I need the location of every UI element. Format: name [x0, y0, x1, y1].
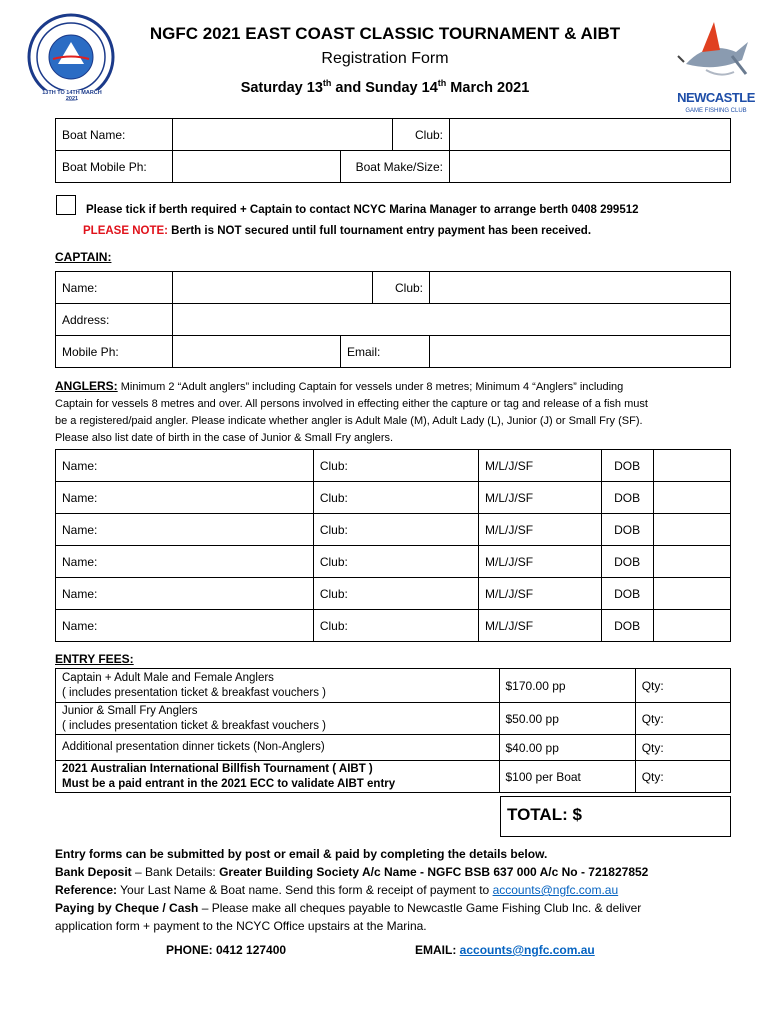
total-table	[500, 796, 731, 837]
ngfc-logo-name: NEWCASTLE	[677, 90, 755, 105]
angler-name-label: Name:	[56, 546, 108, 578]
angler-club-field[interactable]	[365, 450, 479, 482]
berth-text: Please tick if berth required + Captain to contact NCYC Marina Manager to arrange berth 0408 299512	[86, 204, 639, 216]
angler-club-label: Club:	[313, 514, 365, 546]
angler-row	[56, 578, 731, 610]
boat-details-table	[55, 118, 731, 183]
captain-name-field[interactable]	[173, 272, 373, 304]
fee-qty-field[interactable]: Qty:	[635, 703, 730, 735]
boat-mobile-label: Boat Mobile Ph:	[56, 151, 173, 183]
angler-name-field[interactable]	[108, 578, 314, 610]
angler-name-field[interactable]	[108, 450, 314, 482]
boat-name-label: Boat Name:	[56, 119, 173, 151]
event-dates: Saturday 13th and Sunday 14th March 2021	[240, 78, 530, 96]
angler-club-label: Club:	[313, 546, 365, 578]
angler-category-field[interactable]: M/L/J/SF	[479, 482, 602, 514]
angler-name-label: Name:	[56, 610, 108, 642]
angler-category-field[interactable]: M/L/J/SF	[479, 610, 602, 642]
anglers-instructions: ANGLERS: Minimum 2 “Adult anglers” including Captain for vessels under 8 metres; Minimum 4 “Anglers” including Captain for vessels 8 metres and over. All persons involved in effecting either the capture or tag and release of a fish must be a registered/paid angler. Please indicate whether angler is Adult Male (M), Adult Lady (L), Junior (J) or Small Fry (SF). Please also list date of birth in the case of Junior & Small Fry anglers.	[55, 379, 648, 444]
boat-club-label: Club:	[393, 119, 450, 151]
captain-mobile-field[interactable]	[173, 336, 341, 368]
angler-name-field[interactable]	[108, 482, 314, 514]
angler-club-field[interactable]	[365, 578, 479, 610]
angler-name-label: Name:	[56, 578, 108, 610]
captain-email-label: Email:	[341, 336, 430, 368]
angler-name-label: Name:	[56, 482, 108, 514]
angler-category-field[interactable]: M/L/J/SF	[479, 578, 602, 610]
logo-date-text: 13TH TO 14TH MARCH 2021	[42, 90, 102, 102]
angler-category-field[interactable]: M/L/J/SF	[479, 546, 602, 578]
angler-row	[56, 546, 731, 578]
fee-price: $170.00 pp	[499, 669, 635, 703]
captain-mobile-label: Mobile Ph:	[56, 336, 173, 368]
angler-dob-field[interactable]	[653, 546, 730, 578]
contact-email: EMAIL: accounts@ngfc.com.au	[415, 943, 595, 957]
angler-club-label: Club:	[313, 450, 365, 482]
anglers-table	[55, 449, 731, 642]
angler-club-field[interactable]	[365, 514, 479, 546]
angler-dob-label: DOB	[601, 578, 653, 610]
angler-dob-field[interactable]	[653, 482, 730, 514]
angler-dob-field[interactable]	[653, 450, 730, 482]
fees-heading: ENTRY FEES:	[55, 652, 134, 666]
boat-mobile-field[interactable]	[173, 151, 341, 183]
fee-qty-field[interactable]: Qty:	[635, 669, 730, 703]
angler-name-label: Name:	[56, 450, 108, 482]
fee-description: Captain + Adult Male and Female Anglers ( includes presentation ticket & breakfast vouchers )	[56, 669, 500, 703]
ngfc-logo-sub: GAME FISHING CLUB	[685, 108, 747, 114]
angler-club-label: Club:	[313, 610, 365, 642]
fee-row	[56, 735, 731, 761]
captain-heading: CAPTAIN:	[55, 250, 112, 264]
boat-make-label: Boat Make/Size:	[341, 151, 450, 183]
fee-qty-field[interactable]: Qty:	[635, 761, 730, 793]
angler-dob-label: DOB	[601, 610, 653, 642]
angler-category-field[interactable]: M/L/J/SF	[479, 450, 602, 482]
boat-club-field[interactable]	[450, 119, 731, 151]
fee-description: Junior & Small Fry Anglers ( includes presentation ticket & breakfast vouchers )	[56, 703, 500, 735]
angler-club-field[interactable]	[365, 610, 479, 642]
fee-qty-field[interactable]: Qty:	[635, 735, 730, 761]
form-title: NGFC 2021 EAST COAST CLASSIC TOURNAMENT & AIBT	[149, 24, 621, 43]
angler-name-field[interactable]	[108, 546, 314, 578]
fee-description: Additional presentation dinner tickets (Non-Anglers)	[56, 735, 500, 761]
angler-dob-label: DOB	[601, 546, 653, 578]
captain-club-field[interactable]	[430, 272, 731, 304]
fee-price: $40.00 pp	[499, 735, 635, 761]
contact-email-link[interactable]: accounts@ngfc.com.au	[459, 943, 595, 957]
captain-club-label: Club:	[373, 272, 430, 304]
captain-address-label: Address:	[56, 304, 173, 336]
angler-dob-label: DOB	[601, 450, 653, 482]
berth-note: PLEASE NOTE: Berth is NOT secured until full tournament entry payment has been received.	[83, 225, 592, 237]
fees-table	[55, 668, 731, 793]
angler-name-field[interactable]	[108, 514, 314, 546]
fee-row	[56, 703, 731, 735]
boat-name-field[interactable]	[173, 119, 393, 151]
contact-phone: PHONE: 0412 127400	[166, 943, 287, 957]
angler-club-label: Club:	[313, 578, 365, 610]
fee-row	[56, 669, 731, 703]
angler-club-field[interactable]	[365, 482, 479, 514]
fee-price: $100 per Boat	[499, 761, 635, 793]
angler-category-field[interactable]: M/L/J/SF	[479, 514, 602, 546]
fee-price: $50.00 pp	[499, 703, 635, 735]
angler-row	[56, 514, 731, 546]
angler-dob-label: DOB	[601, 482, 653, 514]
payment-info: Entry forms can be submitted by post or email & paid by completing the details below. Bank Deposit – Bank Details: Greater Building Society A/c Name - NGFC BSB 637 000 A/c No - 721827852 Reference: Your Last Name & Boat name. Send this form & receipt of payment to accounts@ngfc.com.au Paying by Cheque / Cash – Please make all cheques payable to Newcastle Game Fishing Club Inc. & deliver application form + payment to the NCYC Office upstairs at the Marina.	[55, 847, 649, 933]
reference-email-link[interactable]: accounts@ngfc.com.au	[492, 883, 619, 897]
angler-name-field[interactable]	[108, 610, 314, 642]
captain-address-field[interactable]	[173, 304, 731, 336]
boat-make-field[interactable]	[450, 151, 731, 183]
angler-name-label: Name:	[56, 514, 108, 546]
angler-dob-label: DOB	[601, 514, 653, 546]
captain-name-label: Name:	[56, 272, 173, 304]
total-label[interactable]: TOTAL: $	[501, 797, 731, 837]
captain-email-field[interactable]	[430, 336, 731, 368]
angler-dob-field[interactable]	[653, 514, 730, 546]
angler-dob-field[interactable]	[653, 610, 730, 642]
angler-row	[56, 610, 731, 642]
captain-table	[55, 271, 731, 368]
angler-dob-field[interactable]	[653, 578, 730, 610]
angler-club-field[interactable]	[365, 546, 479, 578]
berth-checkbox[interactable]	[56, 195, 76, 215]
angler-row	[56, 482, 731, 514]
angler-club-label: Club:	[313, 482, 365, 514]
form-subtitle: Registration Form	[321, 50, 449, 67]
fee-row	[56, 761, 731, 793]
angler-row	[56, 450, 731, 482]
fee-description: 2021 Australian International Billfish Tournament ( AIBT ) Must be a paid entrant in the 2021 ECC to validate AIBT entry	[56, 761, 500, 793]
